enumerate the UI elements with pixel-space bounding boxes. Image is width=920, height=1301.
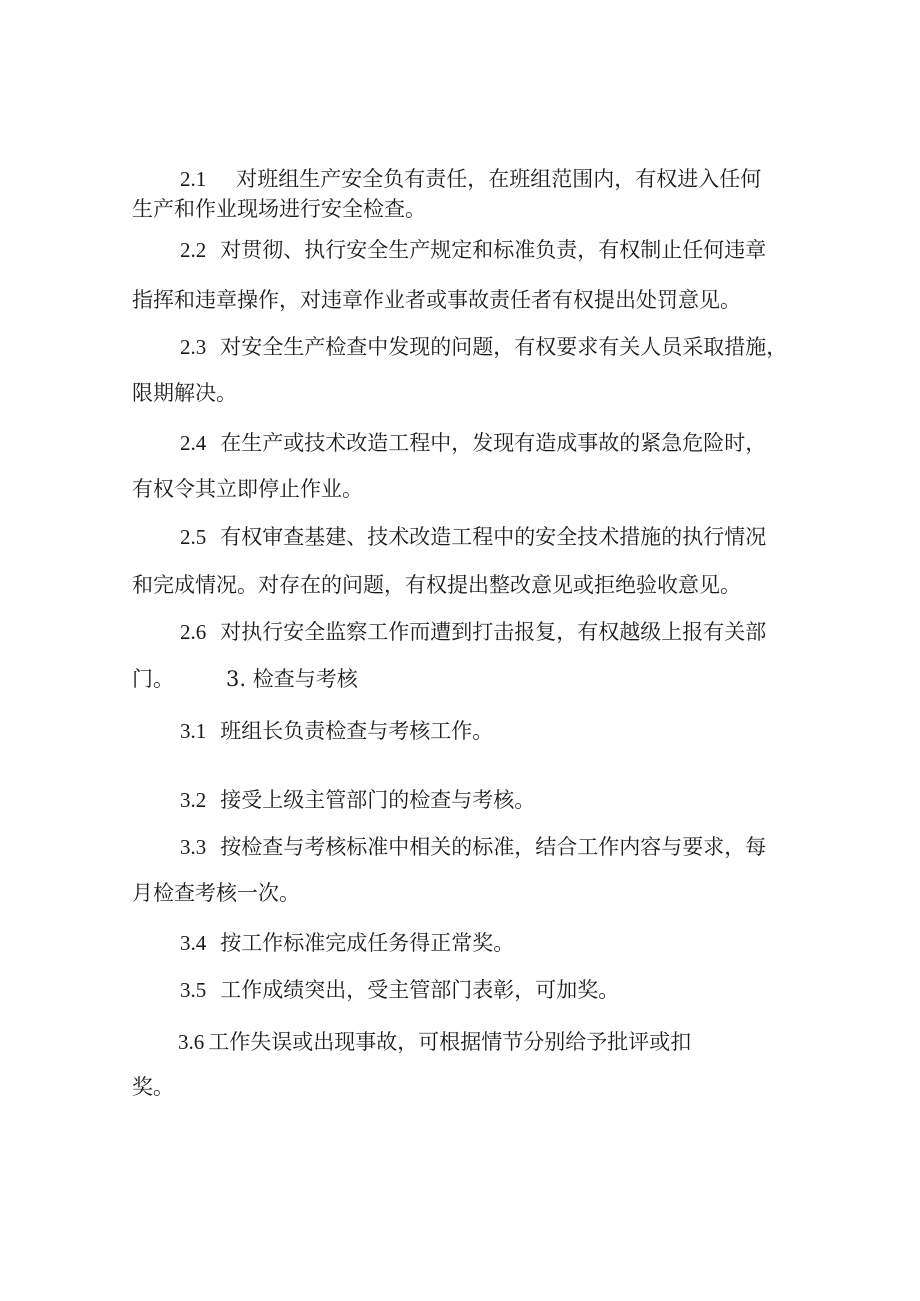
clause-2-5-line-2	[132, 570, 741, 600]
clause-text: 接受上级主管部门的检查与考核。	[220, 788, 536, 812]
clause-number: 3.3	[180, 835, 207, 859]
clause-2-2-line-2	[132, 285, 741, 315]
clause-2-1-line-2	[132, 194, 426, 224]
clause-2-5-line-1	[180, 522, 766, 552]
clause-text: 工作成绩突出，受主管部门表彰，可加奖。	[220, 978, 620, 1002]
clause-3-3-line-1	[180, 832, 766, 862]
clause-3-6-line-2	[132, 1072, 174, 1102]
clause-2-3-line-2	[132, 378, 237, 408]
clause-3-6-line-1	[178, 1027, 691, 1057]
clause-text: 按检查与考核标准中相关的标准，结合工作内容与要求，每	[220, 835, 767, 859]
clause-2-1-line-1	[180, 164, 761, 194]
clause-text-continued: 门。	[132, 667, 174, 691]
clause-text-continued: 生产和作业现场进行安全检查。	[132, 197, 426, 221]
clause-number: 2.6	[180, 620, 207, 644]
clause-number: 3.6	[178, 1030, 205, 1054]
clause-3-3-line-2	[132, 878, 300, 908]
clause-number: 2.4	[180, 431, 207, 455]
clause-number: 3.4	[180, 931, 207, 955]
clause-3-4	[180, 928, 514, 958]
clause-text: 有权审查基建、技术改造工程中的安全技术措施的执行情况	[220, 525, 767, 549]
clause-number: 3.2	[180, 788, 207, 812]
clause-text: 对贯彻、执行安全生产规定和标准负责，有权制止任何违章	[220, 238, 767, 262]
clause-text: 班组长负责检查与考核工作。	[220, 719, 494, 743]
clause-3-1	[180, 716, 493, 746]
clause-2-3-line-1	[180, 332, 787, 362]
clause-2-4-line-2	[132, 474, 363, 504]
section-3-heading: 3. 检查与考核	[226, 667, 358, 691]
clause-text-continued: 有权令其立即停止作业。	[132, 477, 363, 501]
clause-text: 在生产或技术改造工程中，发现有造成事故的紧急危险时，	[220, 431, 767, 455]
clause-number: 2.5	[180, 525, 207, 549]
clause-2-6-line-1	[180, 617, 766, 647]
clause-text-continued: 指挥和违章操作，对违章作业者或事故责任者有权提出处罚意见。	[132, 288, 741, 312]
clause-number: 2.2	[180, 238, 207, 262]
clause-text: 工作失误或出现事故，可根据情节分别给予批评或扣	[208, 1030, 692, 1054]
clause-text: 对安全生产检查中发现的问题，有权要求有关人员采取措施，	[220, 335, 788, 359]
clause-number: 2.1	[180, 167, 207, 191]
clause-2-4-line-1	[180, 428, 766, 458]
clause-text-continued: 月检查考核一次。	[132, 881, 300, 905]
clause-number: 3.1	[180, 719, 207, 743]
clause-text-continued: 限期解决。	[132, 381, 237, 405]
clause-text: 对执行安全监察工作而遭到打击报复，有权越级上报有关部	[220, 620, 767, 644]
clause-text-continued: 和完成情况。对存在的问题，有权提出整改意见或拒绝验收意见。	[132, 573, 741, 597]
clause-2-2-line-1	[180, 235, 766, 265]
clause-number: 2.3	[180, 335, 207, 359]
clause-3-5	[180, 975, 619, 1005]
clause-text: 按工作标准完成任务得正常奖。	[220, 931, 515, 955]
clause-number: 3.5	[180, 978, 207, 1002]
clause-text: 对班组生产安全负有责任，在班组范围内，有权进入任何	[236, 167, 762, 191]
clause-2-6-line-2	[132, 664, 358, 694]
clause-text-continued: 奖。	[132, 1075, 174, 1099]
clause-3-2	[180, 785, 535, 815]
